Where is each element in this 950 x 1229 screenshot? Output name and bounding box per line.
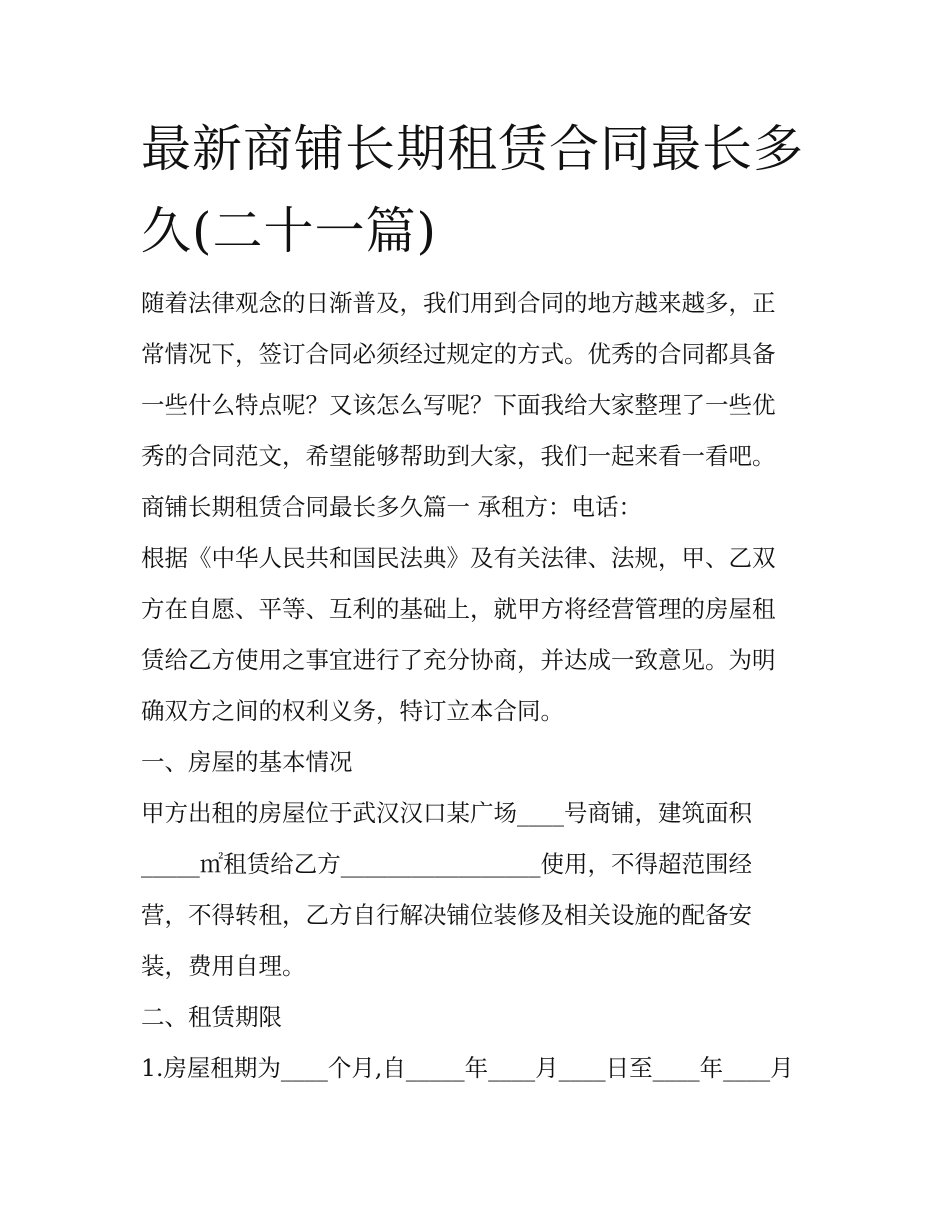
body-line: 确双方之间的权利义务，特订立本合同。 xyxy=(141,697,564,725)
title-line-1: 最新商铺长期租赁合同最长多 xyxy=(141,120,804,178)
body-line: _____㎡租赁给乙方_________________使用，不得超范围经 xyxy=(141,850,752,878)
body-line: 甲方出租的房屋位于武汉汉口某广场____号商铺，建筑面积 xyxy=(141,799,752,827)
body-line: 装，费用自理。 xyxy=(141,952,306,980)
document-title xyxy=(141,108,821,272)
body-line: 一些什么特点呢？又该怎么写呢？下面我给大家整理了一些优 xyxy=(141,391,776,419)
body-line: 常情况下，签订合同必须经过规定的方式。优秀的合同都具备 xyxy=(141,340,776,368)
section-heading-line: 商铺长期租赁合同最长多久篇一 承租方：电话： xyxy=(141,493,642,521)
body-line: 1.房屋租期为____个月,自_____年____月____日至____年____月 xyxy=(141,1054,794,1082)
title-line-2: 久(二十一篇) xyxy=(141,202,438,260)
document-page xyxy=(141,108,821,1094)
body-line: 根据《中华人民共和国民法典》及有关法律、法规，甲、乙双 xyxy=(141,544,776,572)
body-line: 营，不得转租，乙方自行解决铺位装修及相关设施的配备安 xyxy=(141,901,752,929)
document-body xyxy=(141,278,821,1094)
clause-heading: 二、租赁期限 xyxy=(141,1003,282,1031)
clause-heading: 一、房屋的基本情况 xyxy=(141,748,353,776)
body-line: 方在自愿、平等、互利的基础上，就甲方将经营管理的房屋租 xyxy=(141,595,776,623)
body-line: 随着法律观念的日渐普及，我们用到合同的地方越来越多，正 xyxy=(141,289,776,317)
body-line: 赁给乙方使用之事宜进行了充分协商，并达成一致意见。为明 xyxy=(141,646,776,674)
body-line: 秀的合同范文，希望能够帮助到大家，我们一起来看一看吧。 xyxy=(141,442,776,470)
